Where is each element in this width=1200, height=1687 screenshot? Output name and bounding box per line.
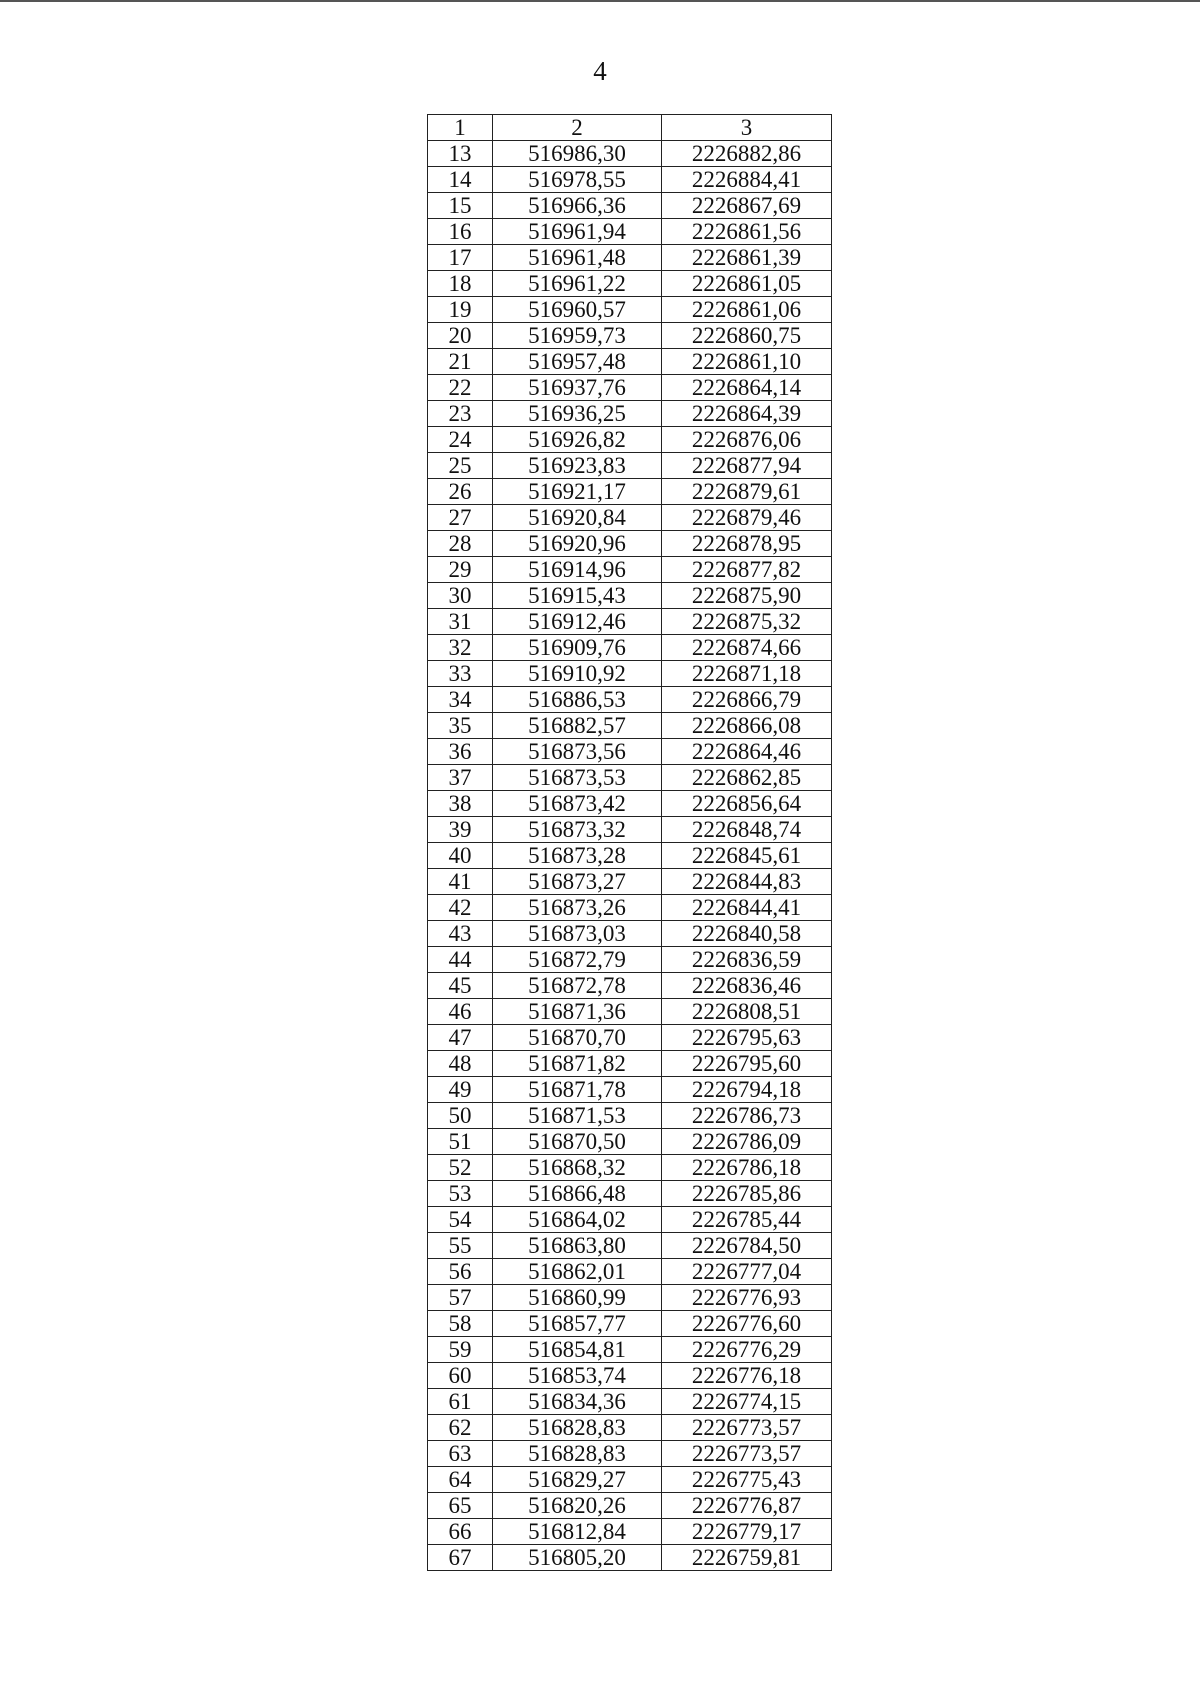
x-coordinate-cell: 516863,80 [493, 1233, 662, 1259]
x-coordinate-cell: 516915,43 [493, 583, 662, 609]
x-coordinate-cell: 516959,73 [493, 323, 662, 349]
y-coordinate-cell: 2226784,50 [662, 1233, 832, 1259]
y-coordinate-cell: 2226840,58 [662, 921, 832, 947]
y-coordinate-cell: 2226844,41 [662, 895, 832, 921]
y-coordinate-cell: 2226785,86 [662, 1181, 832, 1207]
x-coordinate-cell: 516868,32 [493, 1155, 662, 1181]
y-coordinate-cell: 2226876,06 [662, 427, 832, 453]
y-coordinate-cell: 2226773,57 [662, 1441, 832, 1467]
x-coordinate-cell: 516961,94 [493, 219, 662, 245]
table-row [428, 1363, 832, 1389]
point-number-cell: 24 [428, 427, 493, 453]
point-number-cell: 25 [428, 453, 493, 479]
table-row [428, 219, 832, 245]
y-coordinate-cell: 2226795,63 [662, 1025, 832, 1051]
x-coordinate-cell: 516860,99 [493, 1285, 662, 1311]
x-coordinate-cell: 516912,46 [493, 609, 662, 635]
table-row [428, 1051, 832, 1077]
x-coordinate-cell: 516937,76 [493, 375, 662, 401]
x-coordinate-cell: 516886,53 [493, 687, 662, 713]
y-coordinate-cell: 2226774,15 [662, 1389, 832, 1415]
y-coordinate-cell: 2226866,79 [662, 687, 832, 713]
column-header: 1 [428, 115, 493, 141]
x-coordinate-cell: 516857,77 [493, 1311, 662, 1337]
table-row [428, 1181, 832, 1207]
point-number-cell: 60 [428, 1363, 493, 1389]
point-number-cell: 22 [428, 375, 493, 401]
y-coordinate-cell: 2226877,82 [662, 557, 832, 583]
y-coordinate-cell: 2226836,59 [662, 947, 832, 973]
y-coordinate-cell: 2226862,85 [662, 765, 832, 791]
point-number-cell: 57 [428, 1285, 493, 1311]
y-coordinate-cell: 2226773,57 [662, 1415, 832, 1441]
table-row [428, 1129, 832, 1155]
y-coordinate-cell: 2226785,44 [662, 1207, 832, 1233]
point-number-cell: 51 [428, 1129, 493, 1155]
x-coordinate-cell: 516920,96 [493, 531, 662, 557]
point-number-cell: 38 [428, 791, 493, 817]
y-coordinate-cell: 2226866,08 [662, 713, 832, 739]
table-row [428, 245, 832, 271]
point-number-cell: 42 [428, 895, 493, 921]
x-coordinate-cell: 516866,48 [493, 1181, 662, 1207]
x-coordinate-cell: 516853,74 [493, 1363, 662, 1389]
y-coordinate-cell: 2226867,69 [662, 193, 832, 219]
x-coordinate-cell: 516820,26 [493, 1493, 662, 1519]
x-coordinate-cell: 516914,96 [493, 557, 662, 583]
y-coordinate-cell: 2226775,43 [662, 1467, 832, 1493]
y-coordinate-cell: 2226776,87 [662, 1493, 832, 1519]
y-coordinate-cell: 2226875,90 [662, 583, 832, 609]
table-row [428, 427, 832, 453]
y-coordinate-cell: 2226844,83 [662, 869, 832, 895]
table-row [428, 1441, 832, 1467]
x-coordinate-cell: 516805,20 [493, 1545, 662, 1571]
table-row [428, 609, 832, 635]
y-coordinate-cell: 2226759,81 [662, 1545, 832, 1571]
table-row [428, 271, 832, 297]
x-coordinate-cell: 516961,48 [493, 245, 662, 271]
point-number-cell: 15 [428, 193, 493, 219]
x-coordinate-cell: 516923,83 [493, 453, 662, 479]
point-number-cell: 53 [428, 1181, 493, 1207]
table-row [428, 401, 832, 427]
y-coordinate-cell: 2226861,39 [662, 245, 832, 271]
y-coordinate-cell: 2226779,17 [662, 1519, 832, 1545]
table-row [428, 1467, 832, 1493]
table-row [428, 739, 832, 765]
table-row [428, 713, 832, 739]
point-number-cell: 14 [428, 167, 493, 193]
point-number-cell: 29 [428, 557, 493, 583]
table-row [428, 167, 832, 193]
table-row [428, 895, 832, 921]
y-coordinate-cell: 2226808,51 [662, 999, 832, 1025]
table-row [428, 1155, 832, 1181]
point-number-cell: 13 [428, 141, 493, 167]
point-number-cell: 54 [428, 1207, 493, 1233]
x-coordinate-cell: 516828,83 [493, 1415, 662, 1441]
x-coordinate-cell: 516978,55 [493, 167, 662, 193]
column-header: 3 [662, 115, 832, 141]
point-number-cell: 41 [428, 869, 493, 895]
y-coordinate-cell: 2226864,46 [662, 739, 832, 765]
y-coordinate-cell: 2226879,46 [662, 505, 832, 531]
table-row [428, 141, 832, 167]
table-row [428, 1337, 832, 1363]
x-coordinate-cell: 516961,22 [493, 271, 662, 297]
y-coordinate-cell: 2226786,09 [662, 1129, 832, 1155]
point-number-cell: 21 [428, 349, 493, 375]
x-coordinate-cell: 516882,57 [493, 713, 662, 739]
x-coordinate-cell: 516873,27 [493, 869, 662, 895]
table-row [428, 635, 832, 661]
table-row [428, 531, 832, 557]
point-number-cell: 27 [428, 505, 493, 531]
table-row [428, 791, 832, 817]
x-coordinate-cell: 516834,36 [493, 1389, 662, 1415]
table-row [428, 661, 832, 687]
table-row [428, 505, 832, 531]
y-coordinate-cell: 2226776,29 [662, 1337, 832, 1363]
y-coordinate-cell: 2226776,60 [662, 1311, 832, 1337]
y-coordinate-cell: 2226794,18 [662, 1077, 832, 1103]
point-number-cell: 23 [428, 401, 493, 427]
y-coordinate-cell: 2226861,05 [662, 271, 832, 297]
table-row [428, 583, 832, 609]
point-number-cell: 36 [428, 739, 493, 765]
y-coordinate-cell: 2226856,64 [662, 791, 832, 817]
point-number-cell: 49 [428, 1077, 493, 1103]
x-coordinate-cell: 516871,82 [493, 1051, 662, 1077]
table-row [428, 765, 832, 791]
point-number-cell: 47 [428, 1025, 493, 1051]
y-coordinate-cell: 2226864,39 [662, 401, 832, 427]
x-coordinate-cell: 516873,26 [493, 895, 662, 921]
table-header-row [428, 115, 832, 141]
point-number-cell: 30 [428, 583, 493, 609]
point-number-cell: 55 [428, 1233, 493, 1259]
point-number-cell: 16 [428, 219, 493, 245]
y-coordinate-cell: 2226875,32 [662, 609, 832, 635]
point-number-cell: 52 [428, 1155, 493, 1181]
table-row [428, 999, 832, 1025]
point-number-cell: 43 [428, 921, 493, 947]
table-row [428, 1077, 832, 1103]
x-coordinate-cell: 516920,84 [493, 505, 662, 531]
point-number-cell: 48 [428, 1051, 493, 1077]
point-number-cell: 61 [428, 1389, 493, 1415]
y-coordinate-cell: 2226864,14 [662, 375, 832, 401]
table-row [428, 1103, 832, 1129]
point-number-cell: 67 [428, 1545, 493, 1571]
x-coordinate-cell: 516873,32 [493, 817, 662, 843]
y-coordinate-cell: 2226786,73 [662, 1103, 832, 1129]
x-coordinate-cell: 516873,53 [493, 765, 662, 791]
point-number-cell: 50 [428, 1103, 493, 1129]
x-coordinate-cell: 516828,83 [493, 1441, 662, 1467]
table-row [428, 1545, 832, 1571]
table-row [428, 1415, 832, 1441]
x-coordinate-cell: 516921,17 [493, 479, 662, 505]
x-coordinate-cell: 516910,92 [493, 661, 662, 687]
x-coordinate-cell: 516871,78 [493, 1077, 662, 1103]
table-row [428, 1233, 832, 1259]
y-coordinate-cell: 2226861,10 [662, 349, 832, 375]
y-coordinate-cell: 2226874,66 [662, 635, 832, 661]
point-number-cell: 44 [428, 947, 493, 973]
point-number-cell: 58 [428, 1311, 493, 1337]
page-number: 4 [593, 56, 607, 86]
x-coordinate-cell: 516812,84 [493, 1519, 662, 1545]
y-coordinate-cell: 2226861,56 [662, 219, 832, 245]
x-coordinate-cell: 516862,01 [493, 1259, 662, 1285]
point-number-cell: 56 [428, 1259, 493, 1285]
x-coordinate-cell: 516873,03 [493, 921, 662, 947]
point-number-cell: 62 [428, 1415, 493, 1441]
x-coordinate-cell: 516966,36 [493, 193, 662, 219]
point-number-cell: 20 [428, 323, 493, 349]
point-number-cell: 28 [428, 531, 493, 557]
y-coordinate-cell: 2226871,18 [662, 661, 832, 687]
x-coordinate-cell: 516926,82 [493, 427, 662, 453]
table-row [428, 947, 832, 973]
table-row [428, 453, 832, 479]
table-row [428, 921, 832, 947]
point-number-cell: 37 [428, 765, 493, 791]
y-coordinate-cell: 2226848,74 [662, 817, 832, 843]
x-coordinate-cell: 516870,70 [493, 1025, 662, 1051]
y-coordinate-cell: 2226884,41 [662, 167, 832, 193]
x-coordinate-cell: 516873,56 [493, 739, 662, 765]
point-number-cell: 32 [428, 635, 493, 661]
table-row [428, 687, 832, 713]
column-header: 2 [493, 115, 662, 141]
x-coordinate-cell: 516854,81 [493, 1337, 662, 1363]
point-number-cell: 63 [428, 1441, 493, 1467]
table-row [428, 557, 832, 583]
table-row [428, 1311, 832, 1337]
x-coordinate-cell: 516873,28 [493, 843, 662, 869]
x-coordinate-cell: 516936,25 [493, 401, 662, 427]
y-coordinate-cell: 2226777,04 [662, 1259, 832, 1285]
y-coordinate-cell: 2226879,61 [662, 479, 832, 505]
y-coordinate-cell: 2226878,95 [662, 531, 832, 557]
y-coordinate-cell: 2226845,61 [662, 843, 832, 869]
table-row [428, 1519, 832, 1545]
x-coordinate-cell: 516864,02 [493, 1207, 662, 1233]
point-number-cell: 59 [428, 1337, 493, 1363]
table-row [428, 1259, 832, 1285]
y-coordinate-cell: 2226836,46 [662, 973, 832, 999]
page-top-edge [0, 0, 1200, 2]
point-number-cell: 45 [428, 973, 493, 999]
point-number-cell: 18 [428, 271, 493, 297]
table-row [428, 375, 832, 401]
y-coordinate-cell: 2226860,75 [662, 323, 832, 349]
point-number-cell: 65 [428, 1493, 493, 1519]
y-coordinate-cell: 2226795,60 [662, 1051, 832, 1077]
coordinates-table [427, 114, 832, 1571]
table-row [428, 1025, 832, 1051]
x-coordinate-cell: 516909,76 [493, 635, 662, 661]
table-row [428, 193, 832, 219]
point-number-cell: 39 [428, 817, 493, 843]
table-row [428, 479, 832, 505]
x-coordinate-cell: 516960,57 [493, 297, 662, 323]
point-number-cell: 19 [428, 297, 493, 323]
table-row [428, 1493, 832, 1519]
y-coordinate-cell: 2226861,06 [662, 297, 832, 323]
x-coordinate-cell: 516872,78 [493, 973, 662, 999]
x-coordinate-cell: 516873,42 [493, 791, 662, 817]
x-coordinate-cell: 516986,30 [493, 141, 662, 167]
point-number-cell: 31 [428, 609, 493, 635]
table-row [428, 349, 832, 375]
table-row [428, 297, 832, 323]
table-row [428, 1285, 832, 1311]
table-row [428, 869, 832, 895]
table-row [428, 843, 832, 869]
x-coordinate-cell: 516870,50 [493, 1129, 662, 1155]
table-row [428, 817, 832, 843]
x-coordinate-cell: 516829,27 [493, 1467, 662, 1493]
table-row [428, 1389, 832, 1415]
point-number-cell: 35 [428, 713, 493, 739]
point-number-cell: 26 [428, 479, 493, 505]
table-body [428, 141, 832, 1571]
point-number-cell: 17 [428, 245, 493, 271]
point-number-cell: 46 [428, 999, 493, 1025]
point-number-cell: 66 [428, 1519, 493, 1545]
point-number-cell: 64 [428, 1467, 493, 1493]
y-coordinate-cell: 2226786,18 [662, 1155, 832, 1181]
point-number-cell: 40 [428, 843, 493, 869]
table-row [428, 973, 832, 999]
x-coordinate-cell: 516871,36 [493, 999, 662, 1025]
y-coordinate-cell: 2226776,18 [662, 1363, 832, 1389]
x-coordinate-cell: 516872,79 [493, 947, 662, 973]
table-row [428, 1207, 832, 1233]
y-coordinate-cell: 2226776,93 [662, 1285, 832, 1311]
table-row [428, 323, 832, 349]
y-coordinate-cell: 2226877,94 [662, 453, 832, 479]
x-coordinate-cell: 516871,53 [493, 1103, 662, 1129]
y-coordinate-cell: 2226882,86 [662, 141, 832, 167]
point-number-cell: 34 [428, 687, 493, 713]
x-coordinate-cell: 516957,48 [493, 349, 662, 375]
point-number-cell: 33 [428, 661, 493, 687]
